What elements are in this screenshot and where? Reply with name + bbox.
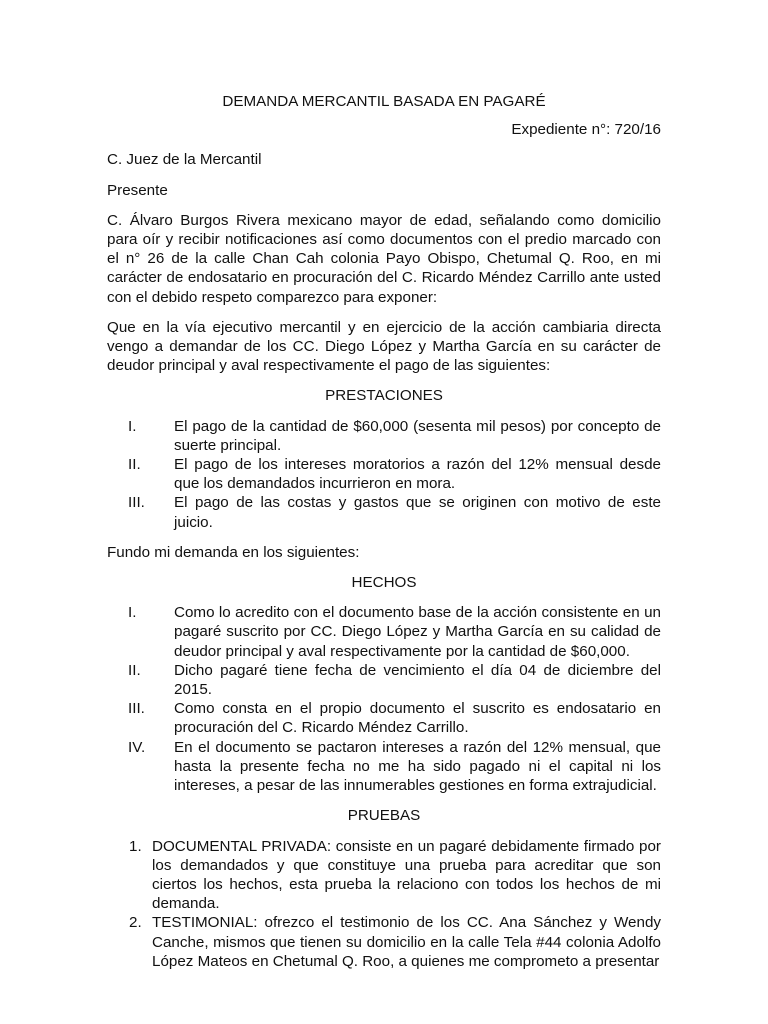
list-item-number: 2. — [129, 914, 142, 932]
fundo-line: Fundo mi demanda en los siguientes: — [107, 543, 360, 561]
list-item — [107, 603, 661, 661]
list-item-number: I. — [128, 417, 137, 435]
list-item — [107, 738, 661, 796]
addressee: C. Juez de la Mercantil — [107, 151, 262, 169]
hechos-list — [107, 603, 661, 795]
list-item — [107, 837, 661, 914]
list-item-text: En el documento se pactaron intereses a razón del 12% mensual, que hasta la presente fecha no me ha sido pagado ni el capital ni los intereses, a pesar de las innumerables gestiones en forma extrajudicial. — [174, 738, 661, 795]
prestaciones-list — [107, 417, 661, 532]
list-item — [107, 455, 661, 493]
hechos-heading: HECHOS — [351, 574, 417, 592]
list-item-number: III. — [128, 494, 145, 512]
pruebas-list — [107, 837, 661, 971]
list-item-number: II. — [128, 456, 141, 474]
document-title: DEMANDA MERCANTIL BASADA EN PAGARÉ — [222, 93, 546, 110]
list-item-text: Dicho pagaré tiene fecha de vencimiento el día 04 de diciembre del 2015. — [174, 661, 661, 699]
list-item-number: I. — [128, 604, 137, 622]
list-item-number: III. — [128, 700, 145, 718]
prestaciones-heading: PRESTACIONES — [325, 387, 443, 405]
intro-paragraph: C. Álvaro Burgos Rivera mexicano mayor de edad, señalando como domicilio para oír y recibir notificaciones así como documentos con el predio marcado con el n° 26 de la calle Chan Cah colonia Payo Obispo, Chetumal Q. Roo, en mi carácter de endosatario en procuración del C. Ricardo Méndez Carrillo ante usted con el debido respeto comparezco para exponer: — [107, 211, 661, 306]
list-item-number: IV. — [128, 738, 146, 756]
list-item-text: DOCUMENTAL PRIVADA: consiste en un pagaré debidamente firmado por los demandados y que constituye una prueba para acreditar que son ciertos los hechos, esta prueba la relaciono con todos los hechos de mi demanda. — [152, 837, 661, 913]
pruebas-heading: PRUEBAS — [347, 807, 421, 825]
list-item — [107, 493, 661, 531]
list-item-text: Como lo acredito con el documento base de la acción consistente en un pagaré suscrito por CC. Diego López y Martha García en su calidad de deudor principal y aval respectivamente por la cantidad de $60,000. — [174, 604, 661, 660]
list-item — [107, 699, 661, 737]
list-item — [107, 913, 661, 971]
list-item — [107, 417, 661, 455]
presente-line: Presente — [107, 181, 168, 199]
list-item-text: Como consta en el propio documento el suscrito es endosatario en procuración del C. Ricardo Méndez Carrillo. — [174, 700, 661, 737]
list-item-text: El pago de la cantidad de $60,000 (sesenta mil pesos) por concepto de suerte principal. — [174, 417, 661, 454]
list-item — [107, 661, 661, 699]
list-item-text: El pago de los intereses moratorios a razón del 12% mensual desde que los demandados incurrieron en mora. — [174, 456, 661, 493]
list-item-text: El pago de las costas y gastos que se originen con motivo de este juicio. — [174, 494, 661, 531]
list-item-number: II. — [128, 661, 141, 679]
list-item-text: TESTIMONIAL: ofrezco el testimonio de los CC. Ana Sánchez y Wendy Canche, mismos que tienen su domicilio en la calle Tela #44 colonia Adolfo López Mateos en Chetumal Q. Roo, a quienes me comprometo a presentar — [152, 914, 661, 970]
document-page — [107, 92, 661, 971]
claim-paragraph: Que en la vía ejecutivo mercantil y en ejercicio de la acción cambiaria directa vengo a demandar de los CC. Diego López y Martha García en su carácter de deudor principal y aval respectivamente el pago de las siguientes: — [107, 318, 661, 375]
list-item-number: 1. — [129, 837, 142, 855]
case-number: Expediente n°: 720/16 — [511, 121, 661, 139]
